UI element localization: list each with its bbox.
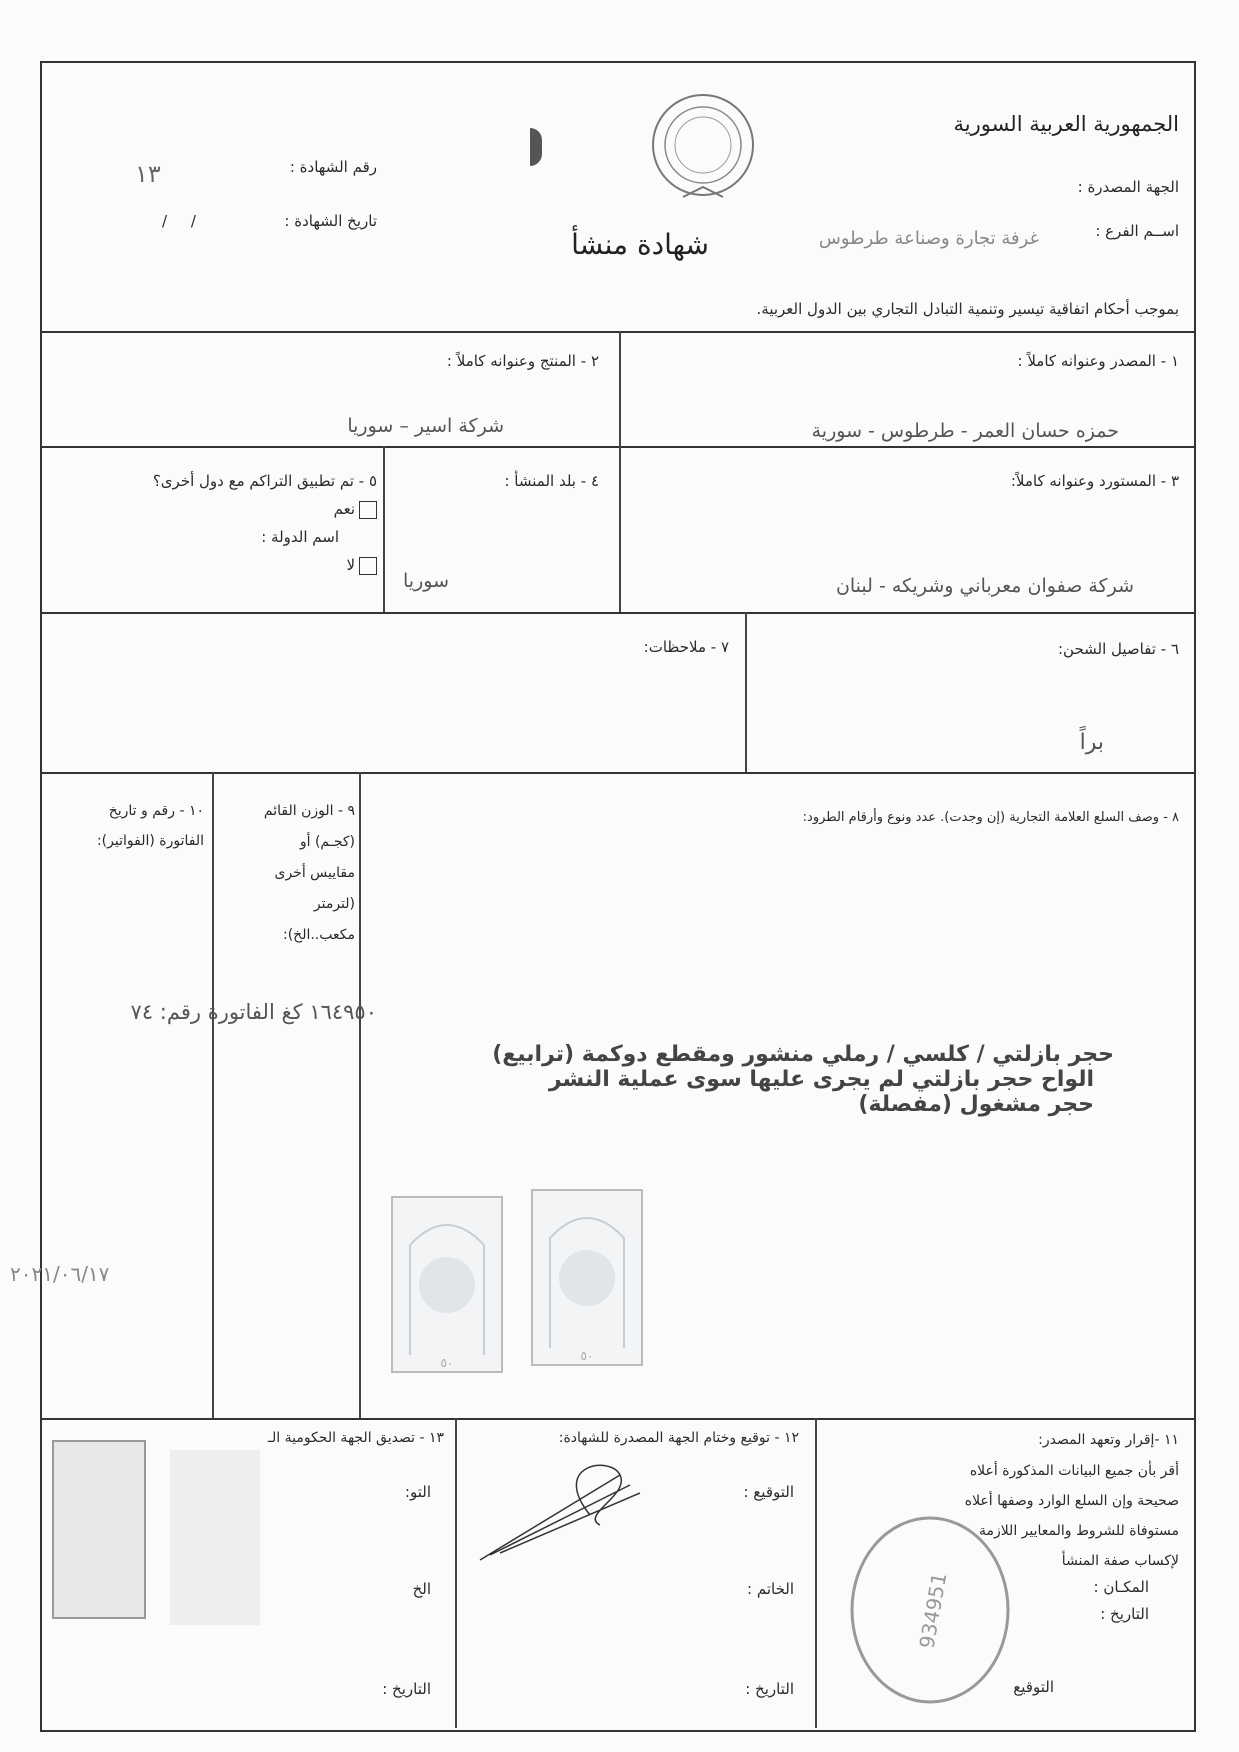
declaration-line: لإكساب صفة المنشأ bbox=[1061, 1553, 1179, 1569]
branch-label: اســم الفرع : bbox=[1095, 222, 1179, 240]
weight-label bbox=[264, 796, 355, 951]
divider bbox=[212, 772, 214, 1418]
cumulation-no-option[interactable] bbox=[346, 556, 377, 575]
invoice-label bbox=[97, 796, 204, 856]
cert-number-value: ١٣ bbox=[135, 160, 161, 188]
stamp-value: ٥٠ bbox=[580, 1349, 594, 1363]
divider bbox=[383, 446, 385, 612]
declaration-line: أقر بأن جميع البيانات المذكورة أعلاه bbox=[969, 1463, 1179, 1479]
yes-label: نعم bbox=[333, 500, 355, 518]
origin-country-label: ٤ - بلد المنشأ : bbox=[504, 472, 599, 490]
shipping-label: ٦ - تفاصيل الشحن: bbox=[1057, 640, 1179, 658]
government-seal-label: الخ bbox=[412, 1580, 431, 1598]
divider bbox=[815, 1418, 817, 1728]
cert-date-label: تاريخ الشهادة : bbox=[284, 212, 377, 230]
divider bbox=[455, 1418, 457, 1728]
no-checkbox[interactable] bbox=[359, 557, 377, 575]
half-circle-mark bbox=[530, 128, 542, 166]
shipping-value: براً bbox=[1079, 730, 1104, 755]
divider bbox=[619, 331, 621, 612]
origin-country-value: سوريا bbox=[403, 570, 449, 592]
invoice-label-line: الفاتورة (الفواتير): bbox=[96, 833, 204, 849]
government-label: ١٣ - تصديق الجهة الحكومية الـ bbox=[267, 1430, 444, 1446]
divider bbox=[40, 331, 1194, 333]
fiscal-stamp-icon bbox=[52, 1440, 146, 1619]
agreement-text: بموجب أحكام اتفاقية تيسير وتنمية التبادل التجاري بين الدول العربية. bbox=[756, 300, 1179, 318]
weight-label-line: مكعب..الخ): bbox=[282, 927, 355, 943]
declaration-line: مستوفاة للشروط والمعايير اللازمة bbox=[978, 1523, 1179, 1539]
declaration-line: صحيحة وإن السلع الوارد وصفها أعلاه bbox=[964, 1493, 1179, 1509]
revenue-stamp-icon bbox=[390, 1195, 505, 1375]
exporter-label: ١ - المصدر وعنوانه كاملاً : bbox=[1017, 352, 1179, 370]
weight-invoice-value: ١٦٤٩٥٠ كغ الفاتورة رقم: ٧٤ bbox=[130, 1000, 377, 1024]
declaration-label: ١١ -إقرار وتعهد المصدر: bbox=[1038, 1432, 1179, 1448]
producer-value: شركة اسير – سوريا bbox=[347, 415, 504, 437]
republic-name: الجمهورية العربية السورية bbox=[953, 112, 1179, 136]
divider bbox=[40, 446, 1194, 448]
faded-stamp-icon bbox=[170, 1450, 260, 1625]
weight-label-line: (لترمتر bbox=[313, 896, 355, 912]
branch-value: غرفة تجارة وصناعة طرطوس bbox=[818, 228, 1039, 249]
importer-value: شركة صفوان معرباني وشريكه - لبنان bbox=[835, 575, 1134, 597]
document-title: شهادة منشأ bbox=[571, 228, 709, 261]
divider bbox=[745, 612, 747, 772]
round-seal-icon bbox=[845, 1510, 1015, 1710]
producer-label: ٢ - المنتج وعنوانه كاملاً : bbox=[446, 352, 599, 370]
issuer-date-label: التاريخ : bbox=[745, 1680, 794, 1698]
arab-league-emblem bbox=[648, 85, 758, 215]
weight-label-line: مقاييس أخرى bbox=[274, 865, 355, 881]
yes-checkbox[interactable] bbox=[359, 501, 377, 519]
divider bbox=[359, 772, 361, 1418]
issuer-signature-label: ١٢ - توقيع وختام الجهة المصدرة للشهادة: bbox=[558, 1430, 799, 1446]
exporter-value: حمزه حسان العمر - طرطوس - سورية bbox=[811, 420, 1119, 442]
government-date-label: التاريخ : bbox=[382, 1680, 431, 1698]
divider bbox=[40, 1418, 1194, 1420]
cumulation-yes-option[interactable] bbox=[334, 500, 377, 519]
declaration-date-label: التاريخ : bbox=[1100, 1605, 1149, 1623]
divider bbox=[40, 612, 1194, 614]
place-label: المكـان : bbox=[1093, 1578, 1149, 1596]
goods-line: الواح حجر بازلتي لم يجرى عليها سوى عملية النشر bbox=[548, 1067, 1094, 1092]
importer-label: ٣ - المستورد وعنوانه كاملاً: bbox=[1010, 472, 1179, 490]
issuer-seal-label: الخاتم : bbox=[747, 1580, 794, 1598]
invoice-date-value: ٢٠٢١/٠٦/١٧ bbox=[10, 1262, 110, 1286]
handwritten-signature bbox=[470, 1455, 670, 1565]
stamp-value: ٥٠ bbox=[440, 1356, 454, 1370]
cert-date-value: / / bbox=[162, 212, 196, 230]
invoice-label-line: ١٠ - رقم و تاريخ bbox=[108, 803, 204, 819]
weight-label-line: (كجـم) أو bbox=[299, 834, 355, 850]
seal-number: 934951 bbox=[914, 1570, 952, 1651]
government-signature-label: التو: bbox=[404, 1483, 431, 1501]
issuer-label: الجهة المصدرة : bbox=[1077, 178, 1179, 196]
declaration-signature-label: التوقيع bbox=[1013, 1678, 1054, 1696]
revenue-stamp-icon bbox=[530, 1188, 645, 1368]
notes-label: ٧ - ملاحظات: bbox=[643, 638, 729, 656]
no-label: لا bbox=[346, 556, 355, 574]
goods-label: ٨ - وصف السلع العلامة التجارية (إن وجدت). عدد ونوع وأرقام الطرود: bbox=[802, 810, 1179, 825]
weight-label-line: ٩ - الوزن القائم bbox=[263, 803, 355, 819]
goods-line: حجر مشغول (مفصلة) bbox=[858, 1092, 1094, 1117]
issuer-signature-field-label: التوقيع : bbox=[743, 1483, 794, 1501]
country-name-label: اسم الدولة : bbox=[261, 528, 339, 546]
cert-number-label: رقم الشهادة : bbox=[289, 158, 377, 176]
goods-description bbox=[492, 1042, 1114, 1117]
goods-line: حجر بازلتي / كلسي / رملي منشور ومقطع دوكمة (ترابيع) bbox=[492, 1042, 1114, 1067]
cumulation-label: ٥ - تم تطبيق التراكم مع دول أخرى؟ bbox=[152, 472, 377, 490]
